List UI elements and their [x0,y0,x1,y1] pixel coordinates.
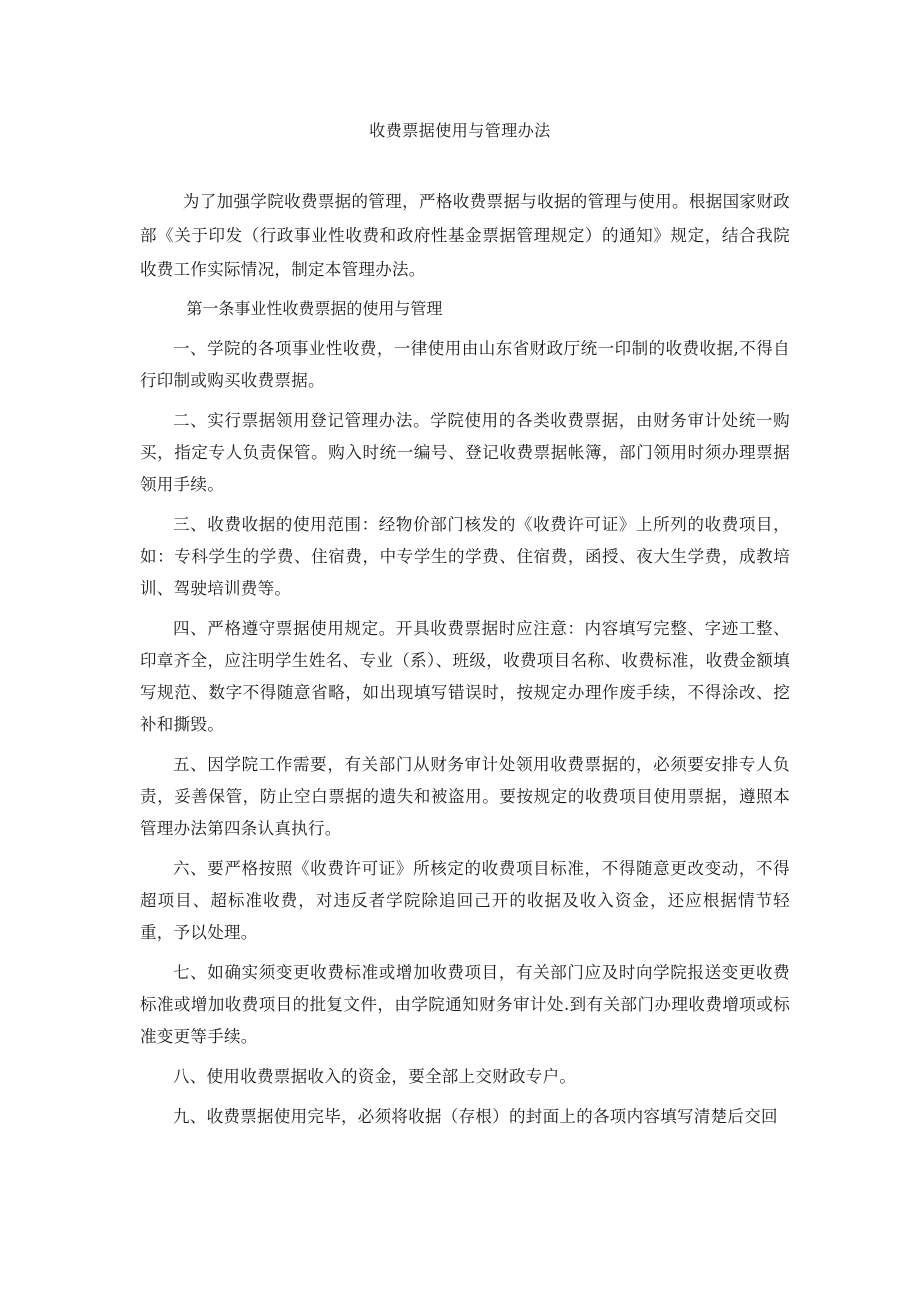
paragraph-2: 二、实行票据领用登记管理办法。学院使用的各类收费票据，由财务审计处统一购买，指定专人负责保管。购入时统一编号、登记收费票据帐簿，部门领用时须办理票据领用手续。 [140,411,790,494]
paragraph-6: 六、要严格按照《收费许可证》所核定的收费项目标准，不得随意更改变动，不得超项目、超标准收费，对违反者学院除追回己开的收据及收入资金，还应根据情节轻重，予以处理。 [140,859,790,942]
document-title: 收费票据使用与管理办法 [369,121,551,140]
document-body [140,185,790,1141]
paragraph-5: 五、因学院工作需要，有关部门从财务审计处领用收费票据的，必须要安排专人负责，妥善保管，防止空白票据的遗失和被盗用。要按规定的收费项目使用票据，遵照本管理办法第四条认真执行。 [140,755,790,838]
paragraph-7: 七、如确实须变更收费标准或增加收费项目，有关部门应及时向学院报送变更收费标准或增加收费项目的批复文件，由学院通知财务审计处.到有关部门办理收费增项或标准变更等手续。 [140,963,790,1046]
intro-paragraph: 为了加强学院收费票据的管理，严格收费票据与收据的管理与使用。根据国家财政部《关于印发（行政事业性收费和政府性基金票据管理规定）的通知》规定，结合我院收费工作实际情况，制定本管理办法。 [140,192,790,279]
paragraph-8: 八、使用收费票据收入的资金，要全部上交财政专户。 [173,1067,577,1086]
paragraph-9: 九、收费票据使用完毕，必须将收据（存根）的封面上的各项内容填写清楚后交回 [173,1107,778,1126]
section-heading: 第一条事业性收费票据的使用与管理 [186,299,443,318]
paragraph-1: 一、学院的各项事业性收费，一律使用由山东省财政厅统一印制的收费收据,不得自行印制或购买收费票据。 [140,339,790,390]
paragraph-4: 四、严格遵守票据使用规定。开具收费票据时应注意：内容填写完整、字迹工整、印章齐全，应注明学生姓名、专业（系）、班级，收费项目名称、收费标准，收费金额填写规范、数字不得随意省略，如出现填写错误时，按规定办理作废手续，不得涂改、挖补和撕毁。 [140,619,790,734]
paragraph-3: 三、收费收据的使用范围：经物价部门核发的《收费许可证》上所列的收费项目，如：专科学生的学费、住宿费，中专学生的学费、住宿费，函授、夜大生学费，成教培训、驾驶培训费等。 [140,515,790,598]
